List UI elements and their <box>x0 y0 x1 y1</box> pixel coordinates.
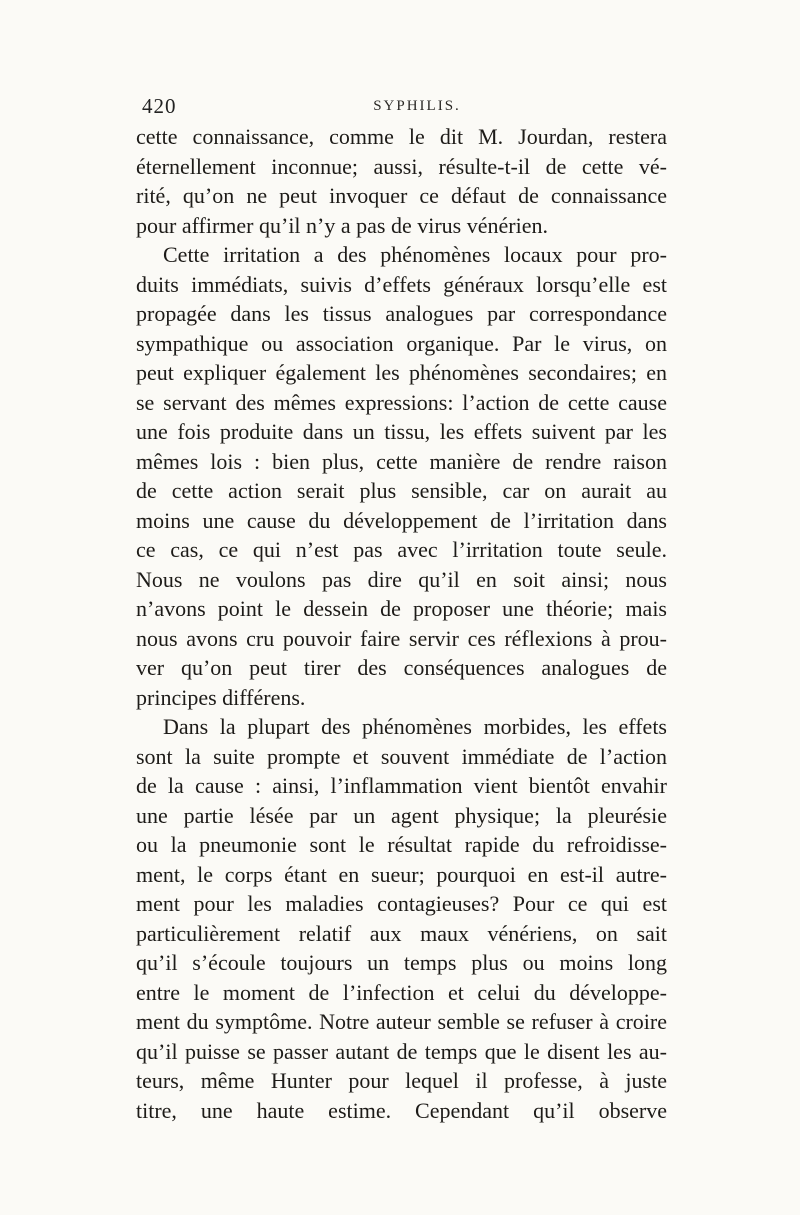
text-line: de la cause : ainsi, l’inflammation vient bientôt envahir <box>136 773 667 798</box>
running-title: SYPHILIS. <box>373 98 461 114</box>
text-line: une fois produite dans un tissu, les effets suivent par les <box>136 419 667 444</box>
text-line: ou la pneumonie sont le résultat rapide du refroidisse- <box>136 832 667 857</box>
page-number: 420 <box>142 94 177 118</box>
text-line: propagée dans les tissus analogues par correspondance <box>136 301 667 326</box>
text-line: éternellement inconnue; aussi, résulte-t-il de cette vé- <box>136 153 667 179</box>
text-line: n’avons point le dessein de proposer une théorie; mais <box>136 596 667 621</box>
text-line: Dans la plupart des phénomènes morbides, les effets <box>163 714 667 739</box>
text-line: particulièrement relatif aux maux vénériens, on sait <box>136 920 667 946</box>
text-line: sont la suite prompte et souvent immédiate de l’action <box>136 743 667 769</box>
text-line: entre le moment de l’infection et celui du développe- <box>136 979 667 1005</box>
text-line: nous avons cru pouvoir faire servir ces réflexions à prou- <box>136 625 667 651</box>
text-line: Nous ne voulons pas dire qu’il en soit ainsi; nous <box>136 566 667 592</box>
text-line: qu’il s’écoule toujours un temps plus ou moins long <box>136 950 667 975</box>
text-line: moins une cause du développement de l’irritation dans <box>136 507 667 533</box>
text-line: ment, le corps étant en sueur; pourquoi en est-il autre- <box>136 861 667 887</box>
text-line: qu’il puisse se passer autant de temps que le disent les au- <box>136 1038 667 1064</box>
text-line: ment pour les maladies contagieuses? Pour ce qui est <box>136 891 667 916</box>
text-line: ver qu’on peut tirer des conséquences analogues de <box>136 655 667 680</box>
text-line: cette connaissance, comme le dit M. Jourdan, restera <box>136 124 667 149</box>
text-line: une partie lésée par un agent physique; la pleurésie <box>136 802 667 828</box>
text-line: se servant des mêmes expressions: l’action de cette cause <box>136 389 667 415</box>
text-line: duits immédiats, suivis d’effets généraux lorsqu’elle est <box>136 271 667 297</box>
text-line: pour affirmer qu’il n’y a pas de virus vénérien. <box>136 212 548 238</box>
text-line: rité, qu’on ne peut invoquer ce défaut de connaissance <box>136 183 667 208</box>
body-text <box>136 122 667 1125</box>
text-line: ce cas, ce qui n’est pas avec l’irritation toute seule. <box>136 537 667 562</box>
text-line: titre, une haute estime. Cependant qu’il observe <box>136 1097 667 1123</box>
text-line: mêmes lois : bien plus, cette manière de rendre raison <box>136 448 667 474</box>
text-line: sympathique ou association organique. Par le virus, on <box>136 330 667 356</box>
text-line: principes différens. <box>136 684 306 710</box>
text-line: ment du symptôme. Notre auteur semble se refuser à croire <box>136 1009 667 1034</box>
text-line: Cette irritation a des phénomènes locaux pour pro- <box>163 242 667 267</box>
text-line: peut expliquer également les phénomènes secondaires; en <box>136 360 667 385</box>
text-line: de cette action serait plus sensible, car on aurait au <box>136 478 667 503</box>
text-line: teurs, même Hunter pour lequel il professe, à juste <box>136 1068 667 1093</box>
running-head <box>142 94 668 118</box>
